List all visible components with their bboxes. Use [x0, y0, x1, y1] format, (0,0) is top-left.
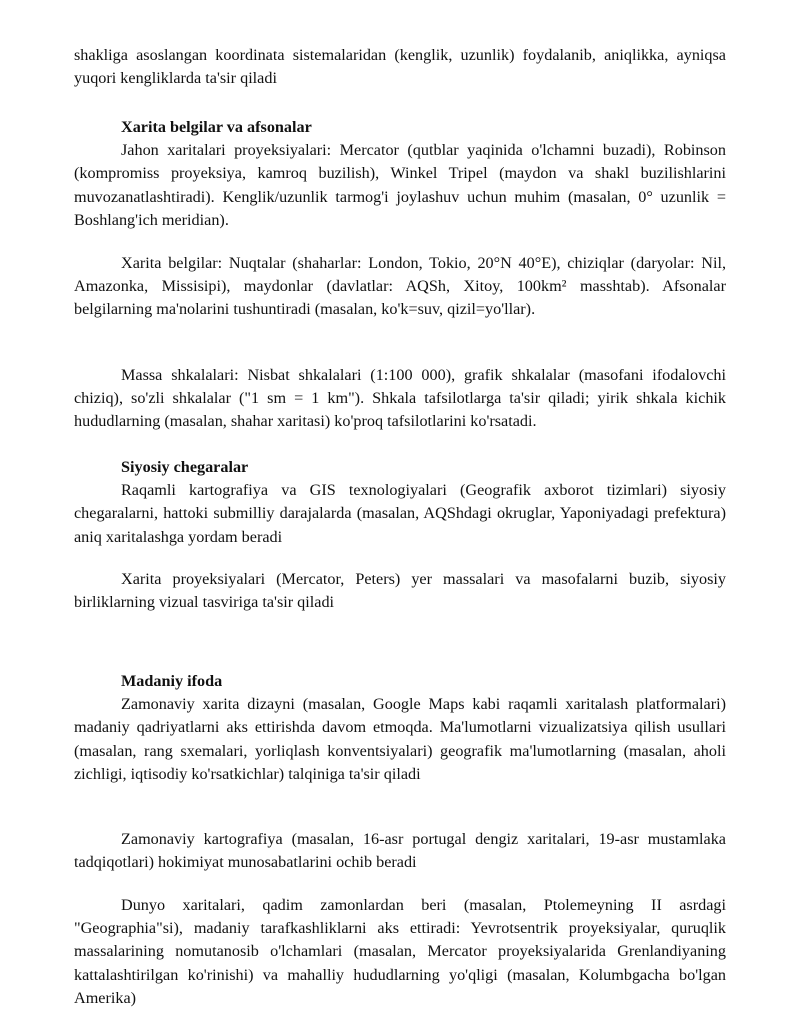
section-cultural-expression	[74, 670, 726, 786]
projections-politics-block	[74, 568, 726, 614]
section-political-borders	[74, 456, 726, 549]
world-maps-block	[74, 894, 726, 1010]
intro-continued-block	[74, 44, 726, 90]
paragraph-modern-cartography: Zamonaviy kartografiya (masalan, 16-asr portugal dengiz xaritalari, 19-asr mustamlaka tadqiqotlari) hokimiyat munosabatlarini ochib beradi	[74, 830, 726, 872]
paragraph-world-maps: Dunyo xaritalari, qadim zamonlardan beri (masalan, Ptolemeyning II asrdagi "Geographia"si), madaniy tarafkashliklarni aks ettiradi: Yevrotsentrik proyeksiyalar, quruqlik massalarining nomutanosib o'lchamlari (masalan, Mercator proyeksiyalarida Grenlandiyaning kattalashtirilgan ko'rinishi) va mahalliy hududlarning yo'qligi (masalan, Kolumbgacha bo'lgan Amerika)	[74, 896, 726, 1007]
scales-paragraph-block	[74, 364, 726, 434]
section-map-symbols	[74, 116, 726, 232]
paragraph-scales: Massa shkalalari: Nisbat shkalalari (1:100 000), grafik shkalalar (masofani ifodalovchi chiziq), so'zli shkalalar ("1 sm = 1 km"). Shkala tafsilotlarga ta'sir qiladi; yirik shkala kichik hududlarning (masalan, shahar xaritasi) ko'proq tafsilotlarini ko'rsatadi.	[74, 366, 726, 431]
section-heading-map-symbols: Xarita belgilar va afsonalar	[121, 118, 312, 136]
paragraph-gis: Raqamli kartografiya va GIS texnologiyalari (Geografik axborot tizimlari) siyosiy chegaralarni, hattoki submilliy darajalarda (masalan, AQShdagi okruglar, Yaponiyadagi prefektura) aniq xaritalashga yordam beradi	[74, 481, 726, 546]
paragraph-intro-continued: shakliga asoslangan koordinata sistemalaridan (kenglik, uzunlik) foydalanib, aniqlikka, ayniqsa yuqori kengliklarda ta'sir qiladi	[74, 46, 726, 88]
paragraph-map-symbols: Xarita belgilar: Nuqtalar (shaharlar: London, Tokio, 20°N 40°E), chiziqlar (daryolar: Nil, Amazonka, Missisipi), maydonlar (davlatlar: AQSh, Xitoy, 100km² masshtab). Afsonalar belgilarning ma'nolarini tushuntiradi (masalan, ko'k=suv, qizil=yo'llar).	[74, 254, 726, 319]
paragraph-modern-design: Zamonaviy xarita dizayni (masalan, Google Maps kabi raqamli xaritalash platformalari) madaniy qadriyatlarni aks ettirishda davom etmoqda. Ma'lumotlarni vizualizatsiya qilish usullari (masalan, rang sxemalari, yorliqlash konventsiyalari) geografik ma'lumotlarning (masalan, aholi zichligi, iqtisodiy ko'rsatkichlar) talqiniga ta'sir qiladi	[74, 695, 726, 783]
section-heading-cultural-expression: Madaniy ifoda	[121, 672, 223, 690]
paragraph-projections-politics: Xarita proyeksiyalari (Mercator, Peters) yer massalari va masofalarni buzib, siyosiy birliklarning vizual tasviriga ta'sir qiladi	[74, 570, 726, 612]
map-symbols-paragraph-block	[74, 252, 726, 322]
modern-cartography-block	[74, 828, 726, 874]
paragraph-projections: Jahon xaritalari proyeksiyalari: Mercator (qutblar yaqinida o'lchamni buzadi), Robinson (kompromiss proyeksiya, kamroq buzilish), Winkel Tripel (maydon va shakl buzilishlarini muvozanatlashtiradi). Kenglik/uzunlik tarmog'i joylashuv uchun muhim (masalan, 0° uzunlik = Boshlang'ich meridian).	[74, 141, 726, 229]
section-heading-political-borders: Siyosiy chegaralar	[121, 458, 249, 476]
